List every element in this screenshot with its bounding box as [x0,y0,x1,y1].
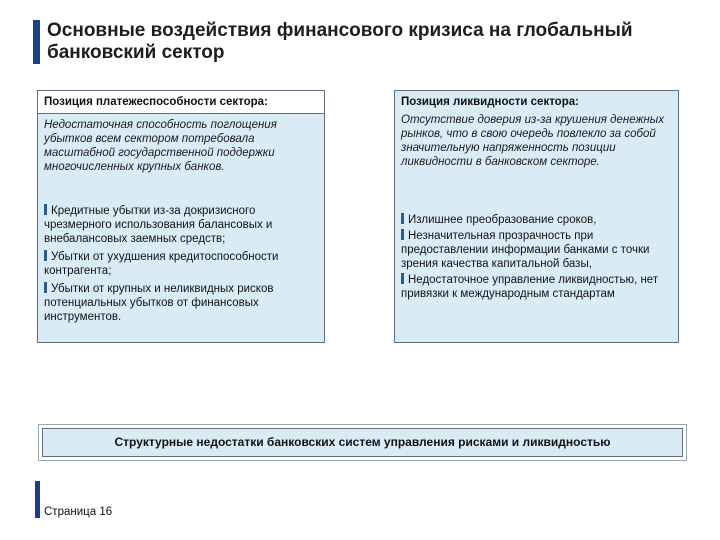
bullet-text: Излишнее преобразование сроков, [408,214,597,226]
list-item [401,213,672,227]
list-item [401,273,672,301]
bullet-text: Кредитные убытки из-за докризисного чрезмерного использования балансовых и внебалансовых заемных средств; [44,205,273,245]
bullet-bar-icon [44,282,47,293]
liquidity-panel [394,90,679,343]
solvency-heading: Позиция платежеспособности сектора: [38,91,324,114]
liquidity-heading: Позиция ликвидности сектора: [401,96,579,108]
footer-accent-bar [35,481,40,518]
bullet-bar-icon [401,273,404,284]
bullet-text: Незначительная прозрачность при предоставлении информации банками с точки зрения качества капитальной базы, [401,230,650,270]
bullet-text: Недостаточное управление ликвидностью, нет привязки к международным стандартам [401,274,659,300]
bullet-bar-icon [401,229,404,240]
bullet-text: Убытки от ухудшения кредитоспособности контрагента; [44,251,279,277]
bullet-bar-icon [401,213,404,224]
liquidity-intro: Отсутствие доверия из-за крушения денежных рынков, что в свою очередь повлекло за собой значительную напряженность позиции ликвидности в банковском секторе. [401,114,664,168]
page-number: Страница 16 [44,506,113,518]
solvency-panel [37,90,325,343]
structural-weaknesses-banner: Структурные недостатки банковских систем управления рисками и ликвидностью [42,428,683,457]
title-accent-bar [33,20,40,64]
bullet-bar-icon [44,204,47,215]
bullet-bar-icon [44,250,47,261]
list-item [401,229,672,271]
list-item [44,282,318,324]
page-title: Основные воздействия финансового кризиса на глобальный банковский сектор [47,20,633,63]
list-item [44,250,318,278]
solvency-bullets [38,204,324,324]
bullet-text: Убытки от крупных и неликвидных рисков потенциальных убытков от финансовых инструментов. [44,283,274,323]
list-item [44,204,318,246]
liquidity-bullets [395,213,678,301]
solvency-intro: Недостаточная способность поглощения убытков всем сектором потребовала масштабной государственной поддержки многочисленных крупных банков. [44,119,277,173]
